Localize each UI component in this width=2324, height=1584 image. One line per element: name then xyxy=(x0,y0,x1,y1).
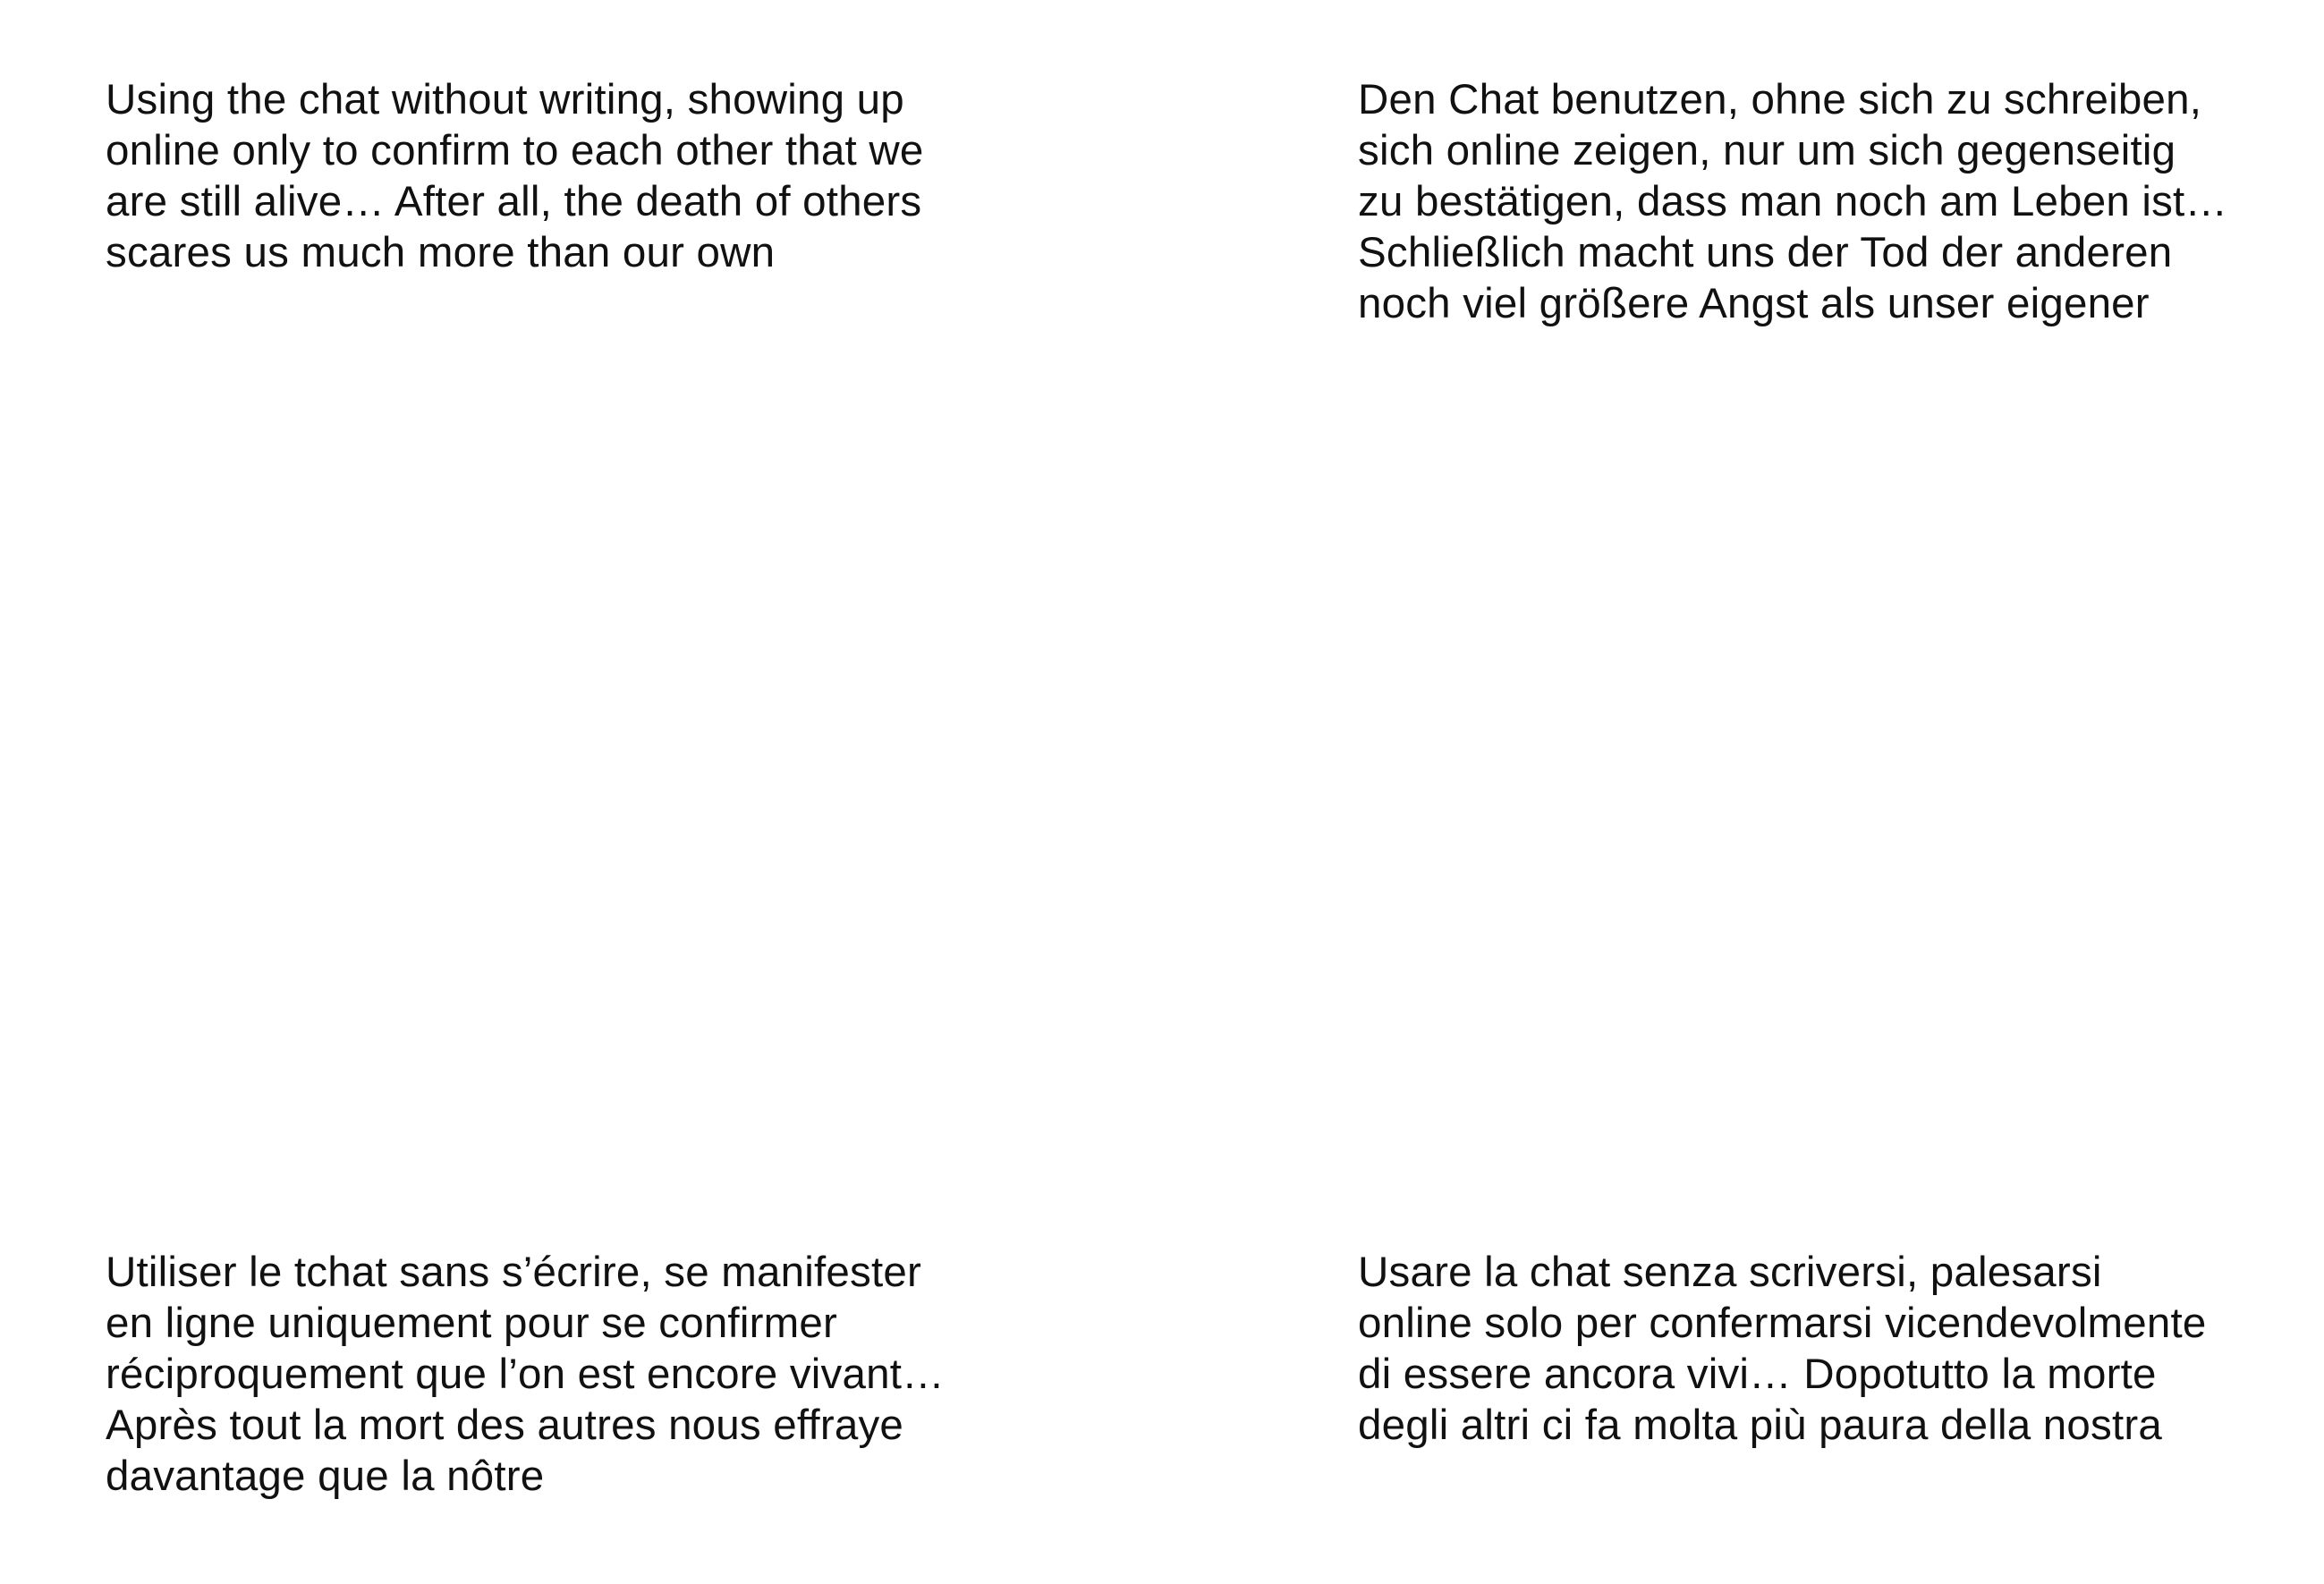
german-line-2: sich online zeigen, nur um sich gegenseitig xyxy=(1358,127,2176,174)
english-line-2: online only to confirm to each other that we xyxy=(106,127,924,174)
french-passage xyxy=(106,1247,945,1502)
german-line-5: noch viel größere Angst als unser eigener xyxy=(1358,280,2150,327)
german-line-4: Schließlich macht uns der Tod der anderen xyxy=(1358,229,2173,276)
english-line-1: Using the chat without writing, showing up xyxy=(106,76,904,123)
english-passage xyxy=(106,74,923,278)
english-line-4: scares us much more than our own xyxy=(106,229,776,276)
french-line-5: davantage que la nôtre xyxy=(106,1453,545,1500)
french-line-2: en ligne uniquement pour se confirmer xyxy=(106,1300,838,1347)
italian-line-1: Usare la chat senza scriversi, palesarsi xyxy=(1358,1249,2102,1296)
english-line-3: are still alive… After all, the death of others xyxy=(106,178,922,225)
german-line-3: zu bestätigen, dass man noch am Leben ist… xyxy=(1358,178,2228,225)
french-line-3: réciproquement que l’on est encore vivant… xyxy=(106,1351,945,1398)
german-line-1: Den Chat benutzen, ohne sich zu schreiben, xyxy=(1358,76,2202,123)
italian-line-4: degli altri ci fa molta più paura della nostra xyxy=(1358,1402,2162,1449)
italian-line-3: di essere ancora vivi… Dopotutto la morte xyxy=(1358,1351,2157,1398)
french-line-1: Utiliser le tchat sans s’écrire, se manifester xyxy=(106,1249,922,1296)
german-passage xyxy=(1358,74,2227,329)
italian-line-2: online solo per confermarsi vicendevolmente xyxy=(1358,1300,2207,1347)
french-line-4: Après tout la mort des autres nous effraye xyxy=(106,1402,904,1449)
italian-passage xyxy=(1358,1247,2207,1451)
